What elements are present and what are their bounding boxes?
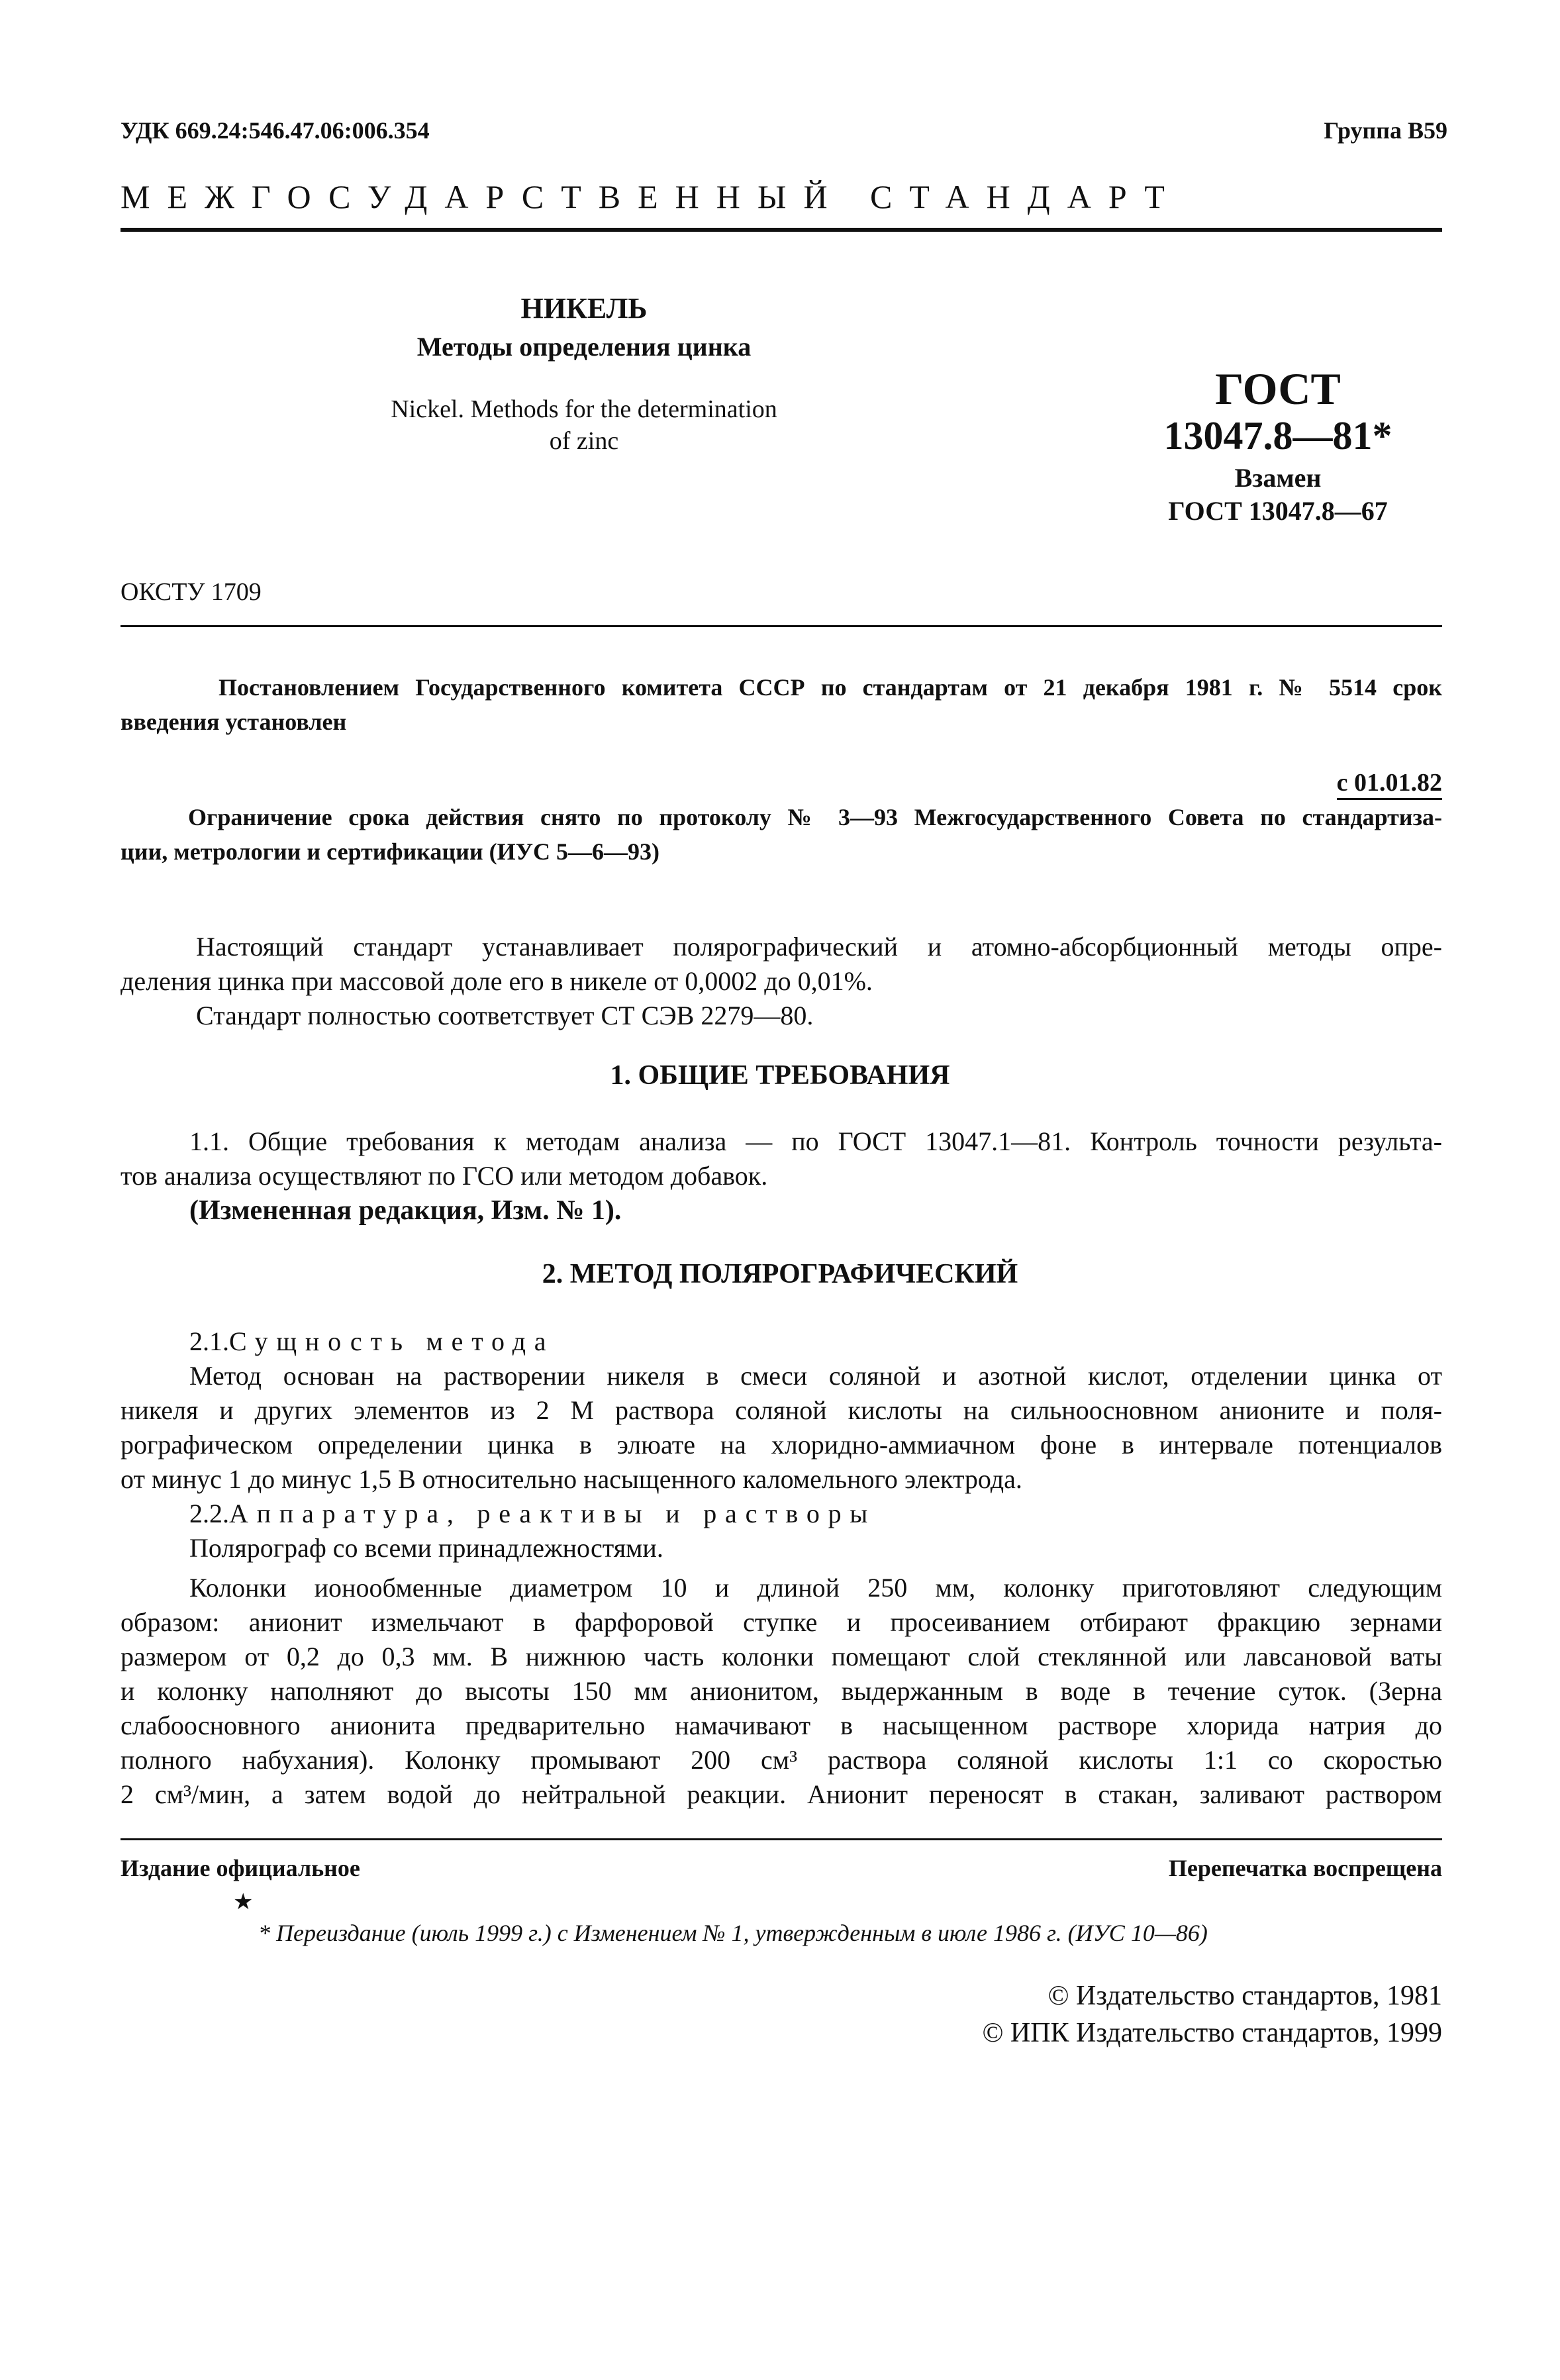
s22-line1: Колонки ионообменные диаметром 10 и длиной 250 мм, колонку приготовляют следующим xyxy=(189,1573,1442,1603)
decree-date xyxy=(1337,768,1442,797)
footer-rule xyxy=(121,1838,1442,1840)
s22-paragraph1: Полярограф со всеми принадлежностями. xyxy=(189,1533,663,1563)
s22-heading xyxy=(189,1497,876,1531)
section2-heading: 2. МЕТОД ПОЛЯРОГРАФИЧЕСКИЙ xyxy=(542,1259,1018,1289)
title-ru: НИКЕЛЬ xyxy=(520,292,648,324)
s22-title: Аппаратура, реактивы и растворы xyxy=(229,1499,877,1528)
s11-line1: 1.1. Общие требования к методам анализа — по ГОСТ 13047.1—81. Контроль точности результа- xyxy=(189,1126,1442,1156)
s22-line4: и колонку наполняют до высоты 150 мм анионитом, выдержанным в воде в течение суток. (Зерна xyxy=(121,1676,1442,1706)
s21-heading xyxy=(189,1324,554,1359)
section1-heading: 1. ОБЩИЕ ТРЕБОВАНИЯ xyxy=(610,1060,950,1091)
s21-title: Сущность метода xyxy=(229,1326,555,1356)
decree-line2: введения установлен xyxy=(121,709,347,735)
s22-line6: полного набухания). Колонку промывают 200 см³ раствора соляной кислоты 1:1 со скоростью xyxy=(121,1745,1442,1775)
s21-line3: рографическом определении цинка в элюате на хлоридно-аммиачном фоне в интервале потенциалов xyxy=(121,1430,1442,1460)
copyright-1981: © Издательство стандартов, 1981 xyxy=(1048,1981,1442,2011)
reprint-prohibited: Перепечатка воспрещена xyxy=(1168,1855,1442,1881)
decree-line1: Постановлением Государственного комитета СССР по стандартам от 21 декабря 1981 г. № 5514 срок xyxy=(219,674,1442,701)
limit-line1: Ограничение срока действия снято по протоколу № 3—93 Межгосударственного Совета по стандартиза- xyxy=(188,804,1442,830)
header-rule xyxy=(121,228,1442,232)
amendment-note: (Измененная редакция, Изм. № 1). xyxy=(189,1195,622,1226)
replaces-number: ГОСТ 13047.8—67 xyxy=(1168,496,1388,526)
intro-line3: Стандарт полностью соответствует СТ СЭВ 2279—80. xyxy=(196,1001,814,1030)
s22-line3: размером от 0,2 до 0,3 мм. В нижнюю часть колонки помещают слой стеклянной или лавсановой ваты xyxy=(121,1642,1442,1671)
reissue-note: * Переиздание (июль 1999 г.) с Изменением № 1, утвержденным в июле 1986 г. (ИУС 10—86) xyxy=(258,1920,1208,1946)
replaces-label: Взамен xyxy=(1234,463,1322,493)
s21-line4: от минус 1 до минус 1,5 В относительно насыщенного каломельного электрода. xyxy=(121,1464,1022,1494)
udc-code: УДК 669.24:546.47.06:006.354 xyxy=(121,117,430,144)
s11-line2: тов анализа осуществляют по ГСО или методом добавок. xyxy=(121,1161,768,1191)
group-code: Группа В59 xyxy=(1324,117,1447,144)
okstu-code: ОКСТУ 1709 xyxy=(121,578,262,606)
gost-label: ГОСТ xyxy=(1215,364,1341,414)
limit-line2: ции, метрологии и сертификации (ИУС 5—6—93) xyxy=(121,838,660,865)
official-edition: Издание официальное xyxy=(121,1855,360,1881)
s22-line7: 2 см³/мин, а затем водой до нейтральной реакции. Анионит переносят в стакан, заливают раствором xyxy=(121,1779,1442,1809)
s22-line2: образом: анионит измельчают в фарфоровой ступке и просеиванием отбирают фракцию зернами xyxy=(121,1607,1442,1637)
s21-line1: Метод основан на растворении никеля в смеси соляной и азотной кислот, отделении цинка от xyxy=(189,1361,1442,1391)
s22-line5: слабоосновного анионита предварительно намачивают в насыщенном растворе хлорида натрия до xyxy=(121,1711,1442,1740)
s21-number: 2.1. xyxy=(189,1326,229,1356)
subtitle-ru: Методы определения цинка xyxy=(416,332,752,362)
s21-line2: никеля и других элементов из 2 М раствора соляной кислоты на сильноосновном анионите и поля- xyxy=(121,1395,1442,1425)
star-icon: ★ xyxy=(233,1890,254,1914)
intro-line1: Настоящий стандарт устанавливает полярографический и атомно-абсорбционный методы опре- xyxy=(196,932,1442,962)
gost-number: 13047.8—81* xyxy=(1163,414,1392,458)
title-en-line2: of zinc xyxy=(549,427,619,455)
s22-number: 2.2. xyxy=(189,1499,229,1528)
decree-date-text: с 01.01.82 xyxy=(1337,769,1442,800)
intro-line2: деления цинка при массовой доле его в никеле от 0,0002 до 0,01%. xyxy=(121,966,873,996)
copyright-1999: © ИПК Издательство стандартов, 1999 xyxy=(982,2018,1442,2048)
standard-type: МЕЖГОСУДАРСТВЕННЫЙ СТАНДАРТ xyxy=(121,178,1182,215)
title-en-line1: Nickel. Methods for the determination xyxy=(391,395,777,423)
title-rule xyxy=(121,625,1442,627)
